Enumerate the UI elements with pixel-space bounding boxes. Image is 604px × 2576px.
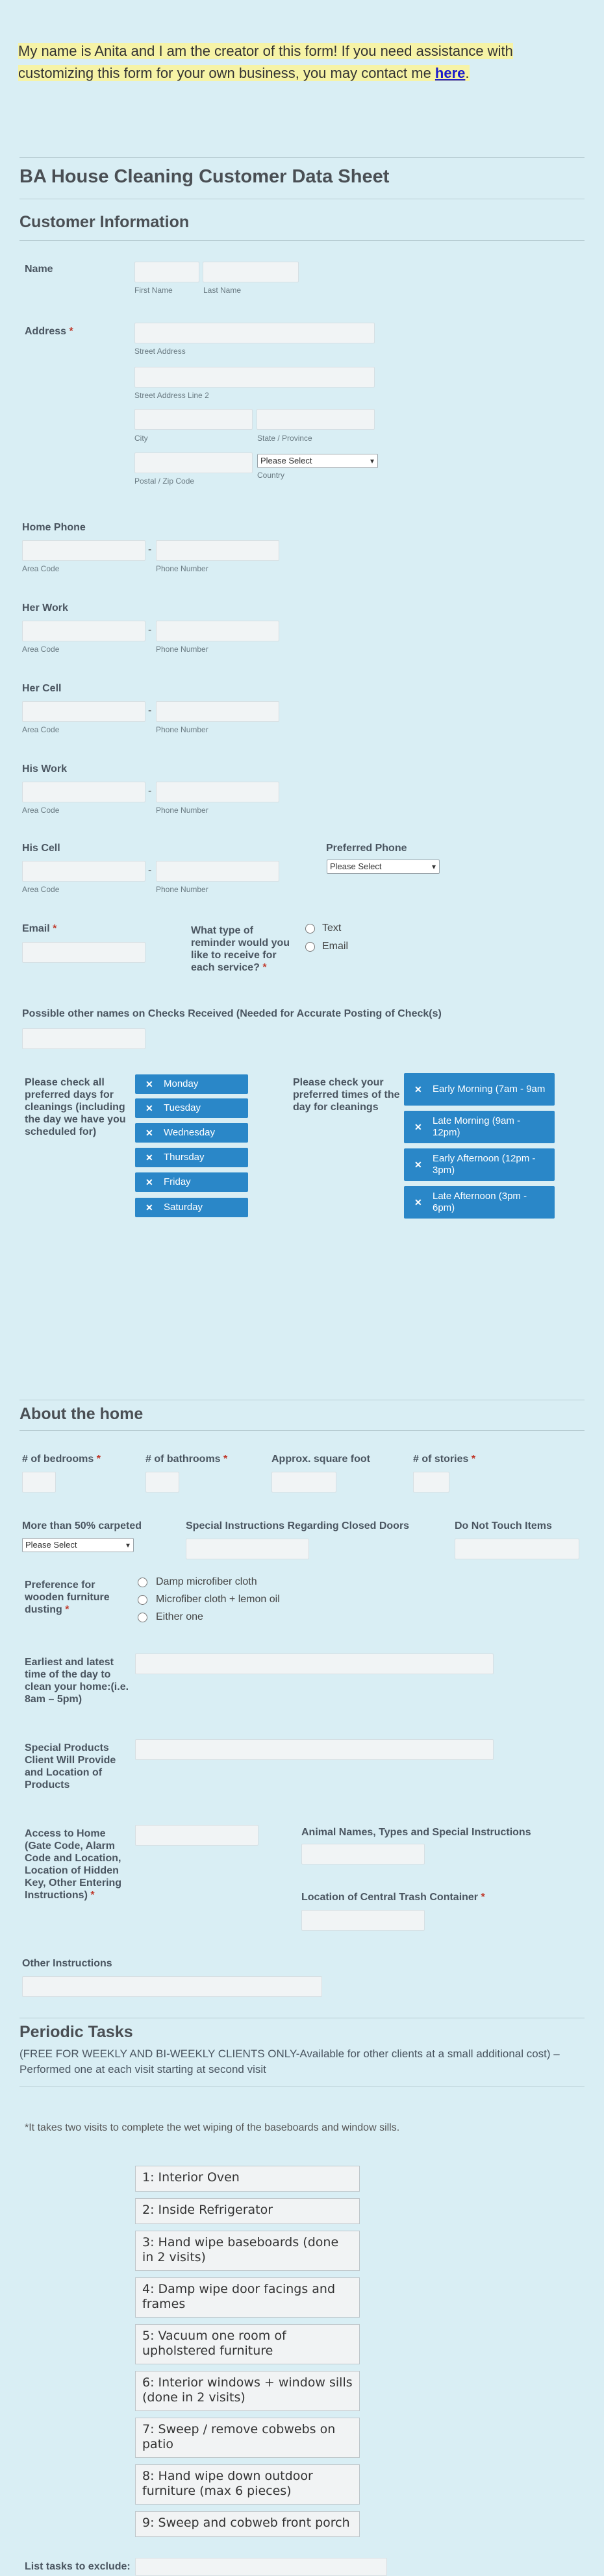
- stories-input[interactable]: [413, 1472, 449, 1492]
- bathrooms-label: # of bathrooms *: [145, 1454, 228, 1465]
- her-cell-label: Her Cell: [22, 683, 62, 694]
- her-work-area-code-input[interactable]: [22, 621, 145, 641]
- divider: [19, 1430, 585, 1431]
- area-code-sublabel: Area Code: [22, 885, 60, 894]
- carpeted-select[interactable]: Please Select ▾: [22, 1538, 134, 1552]
- postal-sublabel: Postal / Zip Code: [134, 477, 195, 486]
- home-phone-number-input[interactable]: [156, 540, 279, 561]
- required-marker: *: [65, 1604, 69, 1615]
- country-select[interactable]: Please Select ▾: [257, 454, 378, 468]
- time-chip-early-afternoon[interactable]: ✕ Early Afternoon (12pm - 3pm): [404, 1148, 555, 1181]
- email-input[interactable]: [22, 942, 145, 963]
- close-icon: ✕: [414, 1084, 422, 1095]
- wood-dusting-label: Preference for wooden furniture dusting *: [25, 1579, 110, 1615]
- phone-number-sublabel: Phone Number: [156, 645, 208, 654]
- postal-input[interactable]: [134, 452, 253, 473]
- dash: -: [148, 786, 152, 797]
- wood-option-damp-label: Damp microfiber cloth: [156, 1576, 257, 1587]
- dash: -: [148, 544, 152, 555]
- his-cell-label: His Cell: [22, 843, 60, 854]
- contact-link[interactable]: here: [434, 65, 466, 81]
- trash-input[interactable]: [301, 1910, 425, 1931]
- sqft-label: Approx. square foot: [271, 1454, 371, 1465]
- close-icon: ✕: [145, 1177, 153, 1187]
- day-chip-monday[interactable]: ✕ Monday: [135, 1074, 248, 1094]
- state-input[interactable]: [257, 409, 375, 430]
- form-title: BA House Cleaning Customer Data Sheet: [19, 166, 390, 187]
- animals-label: Animal Names, Types and Special Instructions: [301, 1827, 531, 1838]
- do-not-touch-input[interactable]: [455, 1539, 579, 1559]
- task-item[interactable]: 2: Inside Refrigerator: [135, 2198, 360, 2224]
- closed-doors-input[interactable]: [186, 1539, 309, 1559]
- her-cell-area-code-input[interactable]: [22, 701, 145, 722]
- email-label: Email *: [22, 923, 57, 934]
- reminder-label: What type of reminder would you like to receive for each service? *: [191, 925, 290, 973]
- clean-time-input[interactable]: [135, 1653, 494, 1674]
- wood-option-lemon-radio[interactable]: [138, 1595, 147, 1605]
- phone-number-sublabel: Phone Number: [156, 806, 208, 815]
- address-label: Address *: [25, 326, 73, 337]
- area-code-sublabel: Area Code: [22, 806, 60, 815]
- periodic-note: *It takes two visits to complete the wet wiping of the baseboards and window sills.: [25, 2122, 400, 2133]
- section-about-home: About the home: [19, 1405, 144, 1423]
- task-item[interactable]: 5: Vacuum one room of upholstered furniture: [135, 2324, 360, 2364]
- home-phone-label: Home Phone: [22, 522, 86, 533]
- required-marker: *: [262, 962, 267, 973]
- first-name-sublabel: First Name: [134, 286, 173, 295]
- other-names-input[interactable]: [22, 1028, 145, 1049]
- intro-text: My name is Anita and I am the creator of this form! If you need assistance with customizing this form for your own business, you may contact me here.: [18, 43, 513, 81]
- required-marker: *: [471, 1454, 476, 1465]
- reminder-text-radio[interactable]: [305, 924, 315, 934]
- clean-time-label: Earliest and latest time of the day to clean your home:(i.e. 8am – 5pm): [25, 1657, 129, 1705]
- country-sublabel: Country: [257, 471, 285, 480]
- street-address-input[interactable]: [134, 323, 375, 343]
- street-address-2-input[interactable]: [134, 367, 375, 388]
- bathrooms-input[interactable]: [145, 1472, 179, 1492]
- task-item[interactable]: 7: Sweep / remove cobwebs on patio: [135, 2418, 360, 2458]
- section-periodic-tasks: Periodic Tasks: [19, 2023, 133, 2041]
- required-marker: *: [90, 1890, 95, 1901]
- last-name-input[interactable]: [203, 262, 299, 282]
- street2-sublabel: Street Address Line 2: [134, 391, 209, 400]
- her-work-number-input[interactable]: [156, 621, 279, 641]
- exclude-tasks-input[interactable]: [135, 2558, 387, 2576]
- time-chip-early-morning[interactable]: ✕ Early Morning (7am - 9am: [404, 1073, 555, 1106]
- bedrooms-input[interactable]: [22, 1472, 56, 1492]
- task-item[interactable]: 6: Interior windows + window sills (done in 2 visits): [135, 2371, 360, 2411]
- exclude-tasks-label: List tasks to exclude:: [25, 2561, 131, 2572]
- required-marker: *: [481, 1892, 485, 1903]
- times-label: Please check your preferred times of the day for cleanings: [293, 1077, 400, 1113]
- reminder-email-radio[interactable]: [305, 942, 315, 952]
- closed-doors-label: Special Instructions Regarding Closed Doors: [186, 1520, 410, 1531]
- section-customer-info: Customer Information: [19, 213, 190, 231]
- dash: -: [148, 625, 152, 636]
- reminder-text-label: Text: [322, 923, 342, 934]
- wood-option-damp-radio[interactable]: [138, 1578, 147, 1587]
- bedrooms-label: # of bedrooms *: [22, 1454, 101, 1465]
- her-work-label: Her Work: [22, 602, 68, 613]
- special-products-input[interactable]: [135, 1739, 494, 1760]
- access-input[interactable]: [135, 1825, 258, 1846]
- wood-option-lemon-label: Microfiber cloth + lemon oil: [156, 1594, 280, 1605]
- day-chip-saturday[interactable]: ✕ Saturday: [135, 1198, 248, 1217]
- wood-option-either-radio[interactable]: [138, 1613, 147, 1622]
- close-icon: ✕: [145, 1152, 153, 1163]
- area-code-sublabel: Area Code: [22, 725, 60, 734]
- days-label: Please check all preferred days for cleanings (including the day we have you scheduled for): [25, 1077, 126, 1137]
- periodic-subtitle: (FREE FOR WEEKLY AND BI-WEEKLY CLIENTS ONLY-Available for other clients at a small additional cost) – Performed one at each visit starting at second visit: [19, 2048, 560, 2075]
- dash: -: [148, 865, 152, 876]
- other-names-label: Possible other names on Checks Received (Needed for Accurate Posting of Check(s): [22, 1008, 442, 1019]
- phone-number-sublabel: Phone Number: [156, 885, 208, 894]
- task-item[interactable]: 9: Sweep and cobweb front porch: [135, 2511, 360, 2537]
- last-name-sublabel: Last Name: [203, 286, 242, 295]
- day-chip-friday[interactable]: ✕ Friday: [135, 1172, 248, 1192]
- close-icon: ✕: [145, 1103, 153, 1113]
- home-area-code-input[interactable]: [22, 540, 145, 561]
- reminder-email-label: Email: [322, 941, 349, 952]
- preferred-phone-label: Preferred Phone: [326, 843, 407, 854]
- trash-label: Location of Central Trash Container *: [301, 1892, 485, 1903]
- street-sublabel: Street Address: [134, 347, 186, 356]
- time-chip-late-afternoon[interactable]: ✕ Late Afternoon (3pm - 6pm): [404, 1186, 555, 1219]
- close-icon: ✕: [414, 1197, 422, 1208]
- his-cell-area-code-input[interactable]: [22, 861, 145, 882]
- dash: -: [148, 705, 152, 716]
- first-name-input[interactable]: [134, 262, 199, 282]
- area-code-sublabel: Area Code: [22, 564, 60, 573]
- phone-number-sublabel: Phone Number: [156, 725, 208, 734]
- stories-label: # of stories *: [413, 1454, 476, 1465]
- divider: [19, 157, 585, 158]
- task-item[interactable]: 8: Hand wipe down outdoor furniture (max 6 pieces): [135, 2464, 360, 2505]
- time-chip-late-morning[interactable]: ✕ Late Morning (9am - 12pm): [404, 1111, 555, 1143]
- wood-option-either-label: Either one: [156, 1611, 203, 1622]
- her-cell-number-input[interactable]: [156, 701, 279, 722]
- preferred-phone-select[interactable]: Please Select ▾: [327, 860, 440, 874]
- phone-number-sublabel: Phone Number: [156, 564, 208, 573]
- required-marker: *: [69, 326, 73, 337]
- day-chip-wednesday[interactable]: ✕ Wednesday: [135, 1123, 248, 1143]
- required-marker: *: [96, 1454, 101, 1465]
- close-icon: ✕: [145, 1128, 153, 1138]
- close-icon: ✕: [414, 1159, 422, 1170]
- task-item[interactable]: 4: Damp wipe door facings and frames: [135, 2277, 360, 2318]
- day-chip-tuesday[interactable]: ✕ Tuesday: [135, 1098, 248, 1118]
- his-work-number-input[interactable]: [156, 782, 279, 802]
- carpeted-label: More than 50% carpeted: [22, 1520, 142, 1531]
- animals-input[interactable]: [301, 1844, 425, 1864]
- access-label: Access to Home (Gate Code, Alarm Code and Location, Location of Hidden Key, Other Entering Instructions) *: [25, 1828, 122, 1901]
- close-icon: ✕: [414, 1122, 422, 1132]
- area-code-sublabel: Area Code: [22, 645, 60, 654]
- sqft-input[interactable]: [271, 1472, 336, 1492]
- divider: [19, 240, 585, 241]
- city-sublabel: City: [134, 434, 148, 443]
- his-work-label: His Work: [22, 763, 68, 774]
- day-chip-thursday[interactable]: ✕ Thursday: [135, 1148, 248, 1167]
- state-sublabel: State / Province: [257, 434, 312, 443]
- special-products-label: Special Products Client Will Provide and Location of Products: [25, 1742, 116, 1790]
- task-item[interactable]: 3: Hand wipe baseboards (done in 2 visits): [135, 2231, 360, 2271]
- required-marker: *: [53, 923, 57, 934]
- do-not-touch-label: Do Not Touch Items: [455, 1520, 552, 1531]
- other-instructions-input[interactable]: [22, 1976, 322, 1997]
- city-input[interactable]: [134, 409, 253, 430]
- name-label: Name: [25, 264, 53, 275]
- other-instructions-label: Other Instructions: [22, 1958, 112, 1969]
- task-item[interactable]: 1: Interior Oven: [135, 2166, 360, 2192]
- close-icon: ✕: [145, 1079, 153, 1089]
- close-icon: ✕: [145, 1202, 153, 1213]
- his-cell-number-input[interactable]: [156, 861, 279, 882]
- required-marker: *: [223, 1454, 228, 1465]
- his-work-area-code-input[interactable]: [22, 782, 145, 802]
